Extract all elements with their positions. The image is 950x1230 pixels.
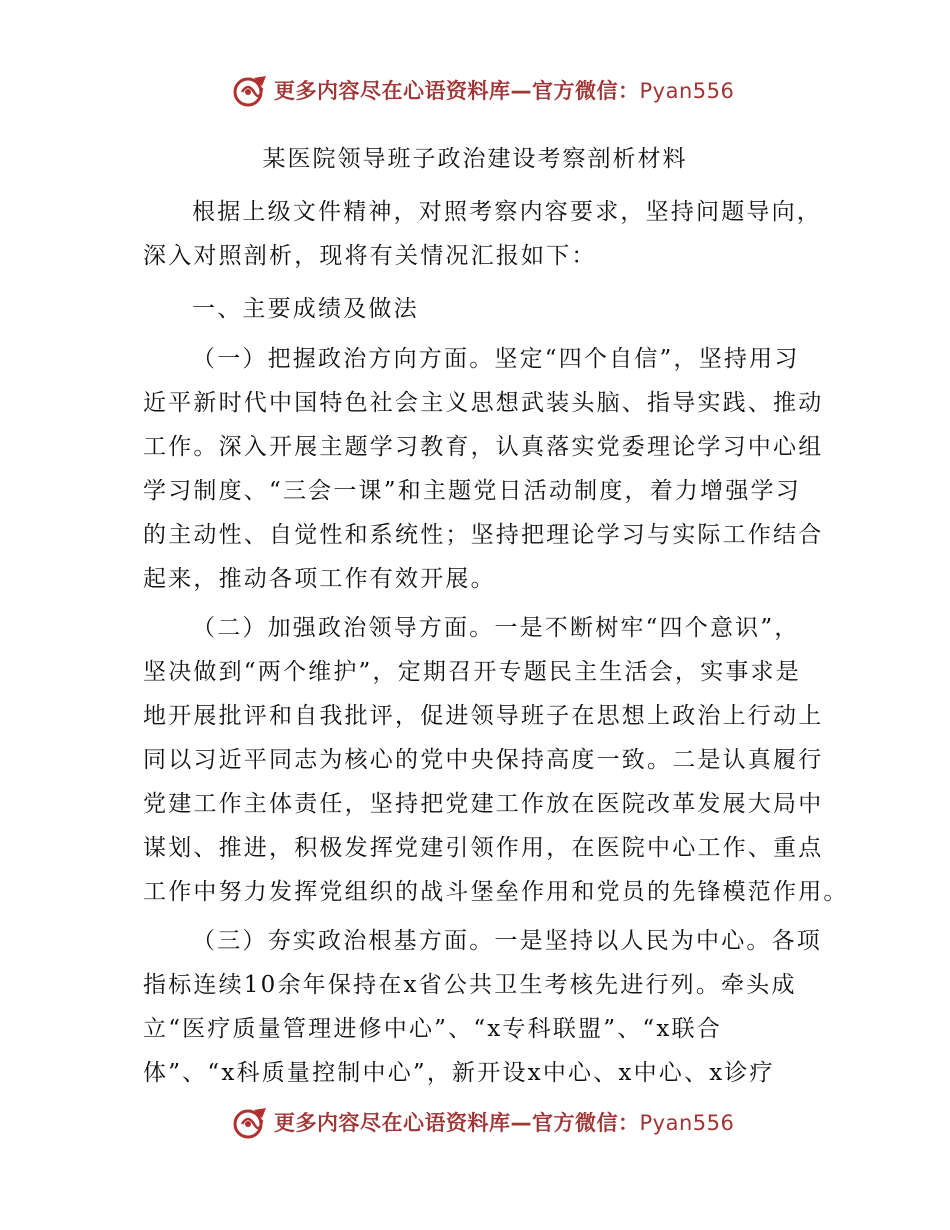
paragraph-line: 工作中努力发挥党组织的战斗堡垒作用和党员的先锋模范作用。 bbox=[143, 879, 849, 905]
paragraph-line: （一）把握政治方向方面。坚定“四个自信”，坚持用习 bbox=[192, 346, 800, 372]
paragraph-line: 学习制度、“三会一课”和主题党日活动制度，着力增强学习 bbox=[143, 478, 801, 504]
document-title: 某医院领导班子政治建设考察剖析材料 bbox=[262, 146, 688, 172]
paragraph-line: 工作。深入开展主题学习教育，认真落实党委理论学习中心组 bbox=[143, 434, 824, 460]
paragraph-line: 体”、“x科质量控制中心”，新开设x中心、x中心、x诊疗 bbox=[143, 1060, 775, 1086]
paragraph-line: 指标连续10余年保持在x省公共卫生考核先进行列。牵头成 bbox=[143, 972, 797, 998]
banner-text: 更多内容尽在心语资料库—官方微信： bbox=[274, 79, 640, 103]
footer-banner bbox=[0, 1104, 950, 1144]
paragraph-line: 谋划、推进，积极发挥党建引领作用，在医院中心工作、重点 bbox=[143, 835, 824, 861]
paragraph-line: 坚决做到“两个维护”，定期召开专题民主生活会，实事求是 bbox=[143, 659, 801, 685]
header-banner bbox=[0, 72, 950, 112]
paragraph-line: 根据上级文件精神，对照考察内容要求，坚持问题导向， bbox=[192, 199, 822, 225]
banner-slogan bbox=[274, 76, 734, 106]
paragraph-line: 深入对照剖析，现将有关情况汇报如下： bbox=[143, 243, 597, 269]
paragraph-line: 立“医疗质量管理进修中心”、“x专科联盟”、“x联合 bbox=[143, 1016, 722, 1042]
paragraph-line: （二）加强政治领导方面。一是不断树牢“四个意识”， bbox=[192, 615, 800, 641]
paragraph-line: 近平新时代中国特色社会主义思想武装头脑、指导实践、推动 bbox=[143, 390, 824, 416]
banner-contact: Pyan556 bbox=[639, 79, 735, 103]
banner-contact: Pyan556 bbox=[639, 1111, 735, 1135]
paragraph-line: 地开展批评和自我批评，促进领导班子在思想上政治上行动上 bbox=[143, 703, 824, 729]
paragraph-line: 同以习近平同志为核心的党中央保持高度一致。二是认真履行 bbox=[143, 747, 824, 773]
banner-slogan bbox=[274, 1108, 734, 1138]
section-heading: 一、主要成绩及做法 bbox=[192, 296, 419, 322]
seal-logo-icon bbox=[232, 74, 268, 108]
paragraph-line: 起来，推动各项工作有效开展。 bbox=[143, 566, 496, 592]
paragraph-line: （三）夯实政治根基方面。一是坚持以人民为中心。各项 bbox=[192, 928, 822, 954]
banner-text: 更多内容尽在心语资料库—官方微信： bbox=[274, 1111, 640, 1135]
paragraph-line: 党建工作主体责任，坚持把党建工作放在医院改革发展大局中 bbox=[143, 791, 824, 817]
paragraph-line: 的主动性、自觉性和系统性；坚持把理论学习与实际工作结合 bbox=[143, 522, 824, 548]
seal-logo-icon bbox=[232, 1106, 268, 1140]
